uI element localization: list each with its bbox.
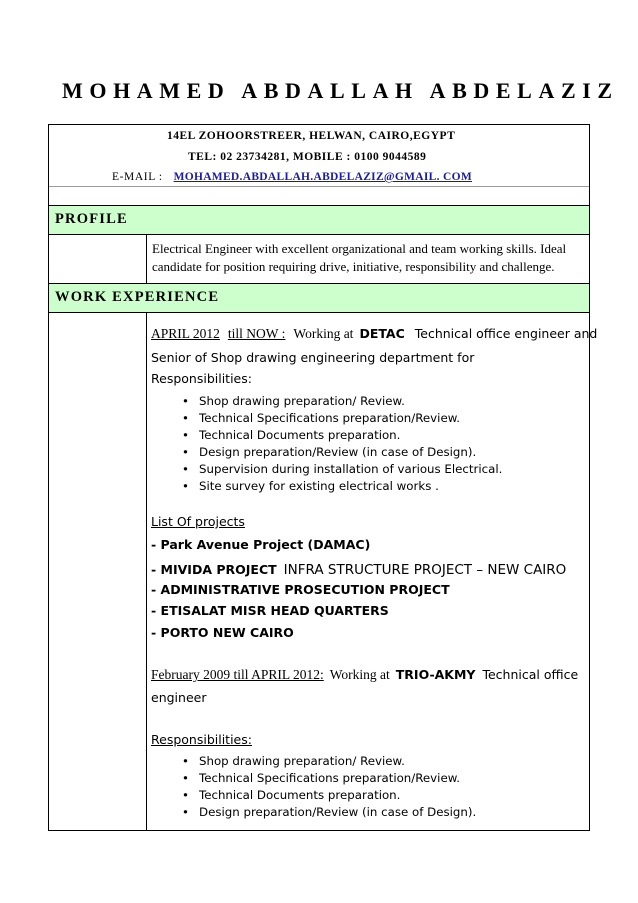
list-item: • Technical Specifications preparation/Review.: [182, 411, 461, 425]
job2-title-line: [151, 666, 578, 684]
email-line: [112, 171, 472, 183]
bullet-icon: •: [182, 411, 189, 425]
list-item: • Shop drawing preparation/ Review.: [182, 394, 405, 408]
project-item: - ETISALAT MISR HEAD QUARTERS: [151, 603, 389, 618]
bullet-icon: •: [182, 394, 189, 408]
list-item: • Technical Documents preparation.: [182, 788, 401, 802]
table-rule: [49, 283, 589, 284]
bullet-icon: •: [182, 428, 189, 442]
list-item: • Technical Documents preparation.: [182, 428, 401, 442]
job1-role-continued: Senior of Shop drawing engineering department for: [151, 350, 475, 365]
list-item: • Site survey for existing electrical works .: [182, 479, 439, 493]
project-item: - MIVIDA PROJECT INFRA STRUCTURE PROJECT – NEW CAIRO: [151, 562, 567, 578]
projects-label: List Of projects: [151, 514, 245, 529]
table-rule: [49, 205, 589, 206]
profile-line: Electrical Engineer with excellent organizational and team working skills. Ideal: [152, 241, 567, 256]
job1-role: Technical office engineer and: [414, 326, 598, 341]
project-item: - PORTO NEW CAIRO: [151, 625, 294, 640]
list-item: • Technical Specifications preparation/Review.: [182, 771, 461, 785]
profile-line: candidate for position requiring drive, initiative, responsibility and challenge.: [152, 259, 555, 274]
email-link[interactable]: MOHAMED.ABDALLAH.ABDELAZIZ@GMAIL. COM: [173, 171, 473, 183]
bullet-icon: •: [182, 445, 189, 459]
column-divider: [146, 234, 147, 283]
job1-working-at: Working at: [293, 326, 354, 341]
profile-heading: PROFILE: [55, 211, 128, 227]
job1-date-to: till NOW :: [227, 326, 286, 341]
email-label: E-MAIL :: [112, 171, 163, 183]
job2-company: TRIO-AKMY: [395, 667, 476, 682]
list-item: • Shop drawing preparation/ Review.: [182, 754, 405, 768]
profile-summary: [152, 240, 584, 276]
job2-responsibilities-list: [182, 753, 476, 821]
bullet-icon: •: [182, 754, 189, 768]
project-item: - ADMINISTRATIVE PROSECUTION PROJECT: [151, 582, 450, 597]
job1-company: DETAC: [359, 326, 405, 341]
job1-title-line: [151, 325, 597, 343]
bullet-icon: •: [182, 788, 189, 802]
profile-heading-band: [49, 205, 589, 234]
table-rule: [49, 312, 589, 313]
bullet-icon: •: [182, 771, 189, 785]
job2-dates: February 2009 till APRIL 2012:: [151, 667, 324, 682]
job2-role: Technical office: [482, 667, 579, 682]
bullet-icon: •: [182, 462, 189, 476]
phone-line: TEL: 02 23734281, MOBILE : 0100 9044589: [188, 151, 427, 163]
job1-date-from: APRIL 2012: [151, 326, 220, 341]
candidate-name: MOHAMED ABDALLAH ABDELAZIZ: [62, 78, 619, 103]
job1-responsibilities-list: [182, 393, 502, 495]
contact-rule: [49, 186, 589, 187]
list-item: • Design preparation/Review (in case of Design).: [182, 445, 477, 459]
bullet-icon: •: [182, 805, 189, 819]
project-item: - Park Avenue Project (DAMAC): [151, 537, 371, 552]
job1-responsibilities-label: Responsibilities:: [151, 371, 252, 386]
address-line: 14EL ZOHOORSTREER, HELWAN, CAIRO,EGYPT: [167, 130, 456, 142]
job2-role-continued: engineer: [151, 690, 207, 705]
column-divider: [146, 312, 147, 831]
bullet-icon: •: [182, 479, 189, 493]
job2-working-at: Working at: [329, 667, 390, 682]
job2-responsibilities-label: Responsibilities:: [151, 732, 252, 747]
list-item: • Design preparation/Review (in case of Design).: [182, 805, 477, 819]
work-experience-heading: WORK EXPERIENCE: [55, 289, 220, 305]
table-rule: [49, 234, 589, 235]
list-item: • Supervision during installation of various Electrical.: [182, 462, 503, 476]
